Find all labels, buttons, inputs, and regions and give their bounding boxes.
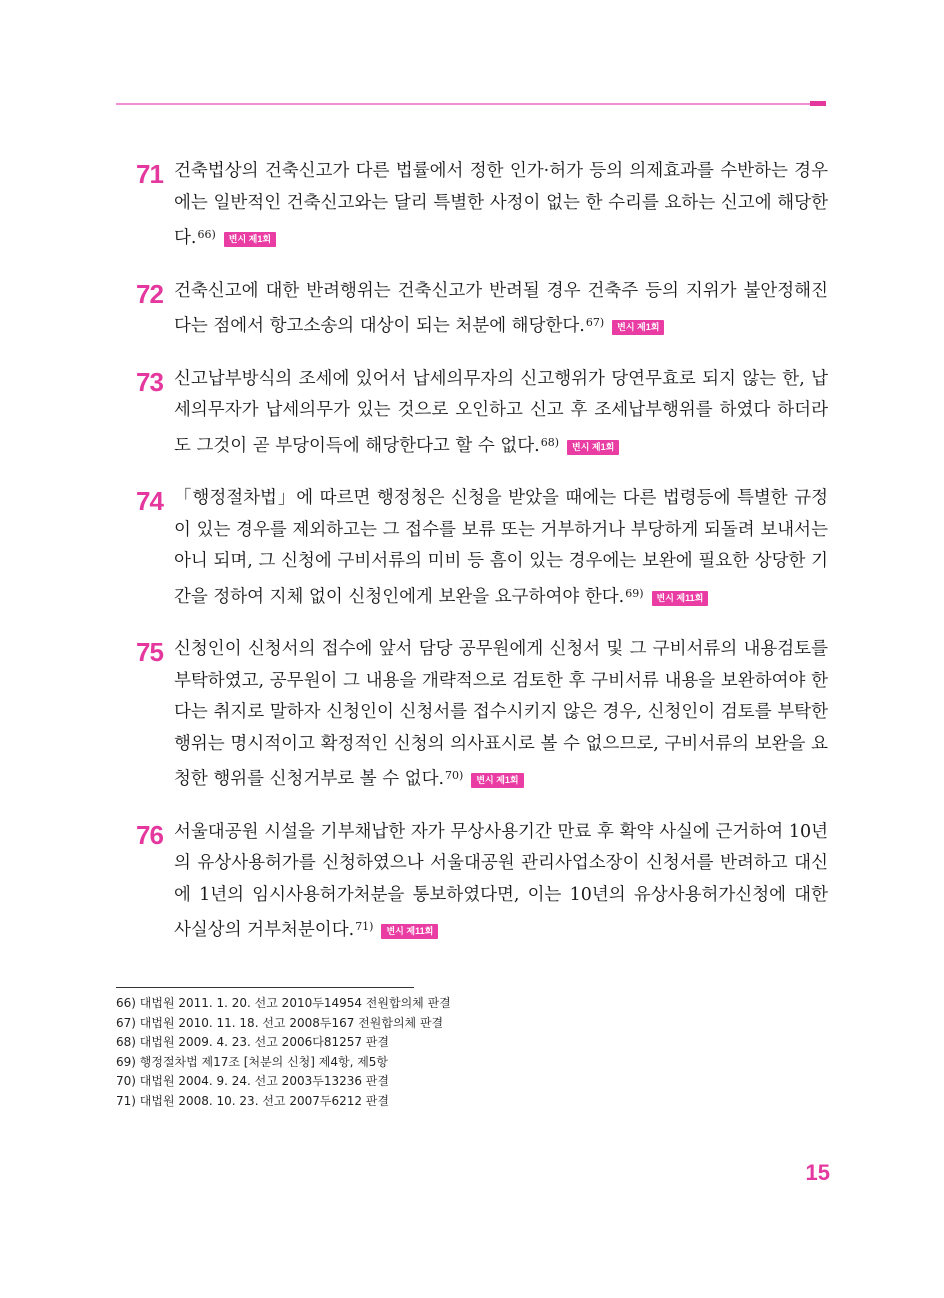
- question-number: 73: [136, 366, 163, 397]
- footnote: 68) 대법원 2009. 4. 23. 선고 2006다81257 판결: [116, 1035, 389, 1050]
- question-item: [136, 817, 828, 947]
- question-text-block: [174, 364, 828, 463]
- header-rule: [116, 103, 810, 105]
- footnote: 71) 대법원 2008. 10. 23. 선고 2007두6212 판결: [116, 1093, 389, 1108]
- footnotes: [116, 994, 816, 1112]
- question-text-block: [174, 817, 828, 947]
- page-number: 15: [805, 1160, 830, 1185]
- footnote-divider: [116, 987, 414, 988]
- question-text-block: [174, 483, 828, 613]
- question-text: 건축신고에 대한 반려행위는 건축신고가 반려될 경우 건축주 등의 지위가 불안정해진다는 점에서 항고소송의 대상이 되는 처분에 해당한다.: [174, 280, 828, 336]
- question-number: 75: [136, 637, 163, 667]
- footnote: 69) 행정절차법 제17조 [처분의 신청] 제4항, 제5항: [116, 1054, 389, 1069]
- question-number: 71: [136, 159, 163, 189]
- footnote-ref[interactable]: 70): [445, 769, 464, 782]
- question-text: 서울대공원 시설을 기부채납한 자가 무상사용기간 만료 후 확약 사실에 근거하여 10년의 유상사용허가를 신청하였으나 서울대공원 관리사업소장이 신청서를 반려하고 대신에 1년의 임시사용허가처분을 통보하였다면, 이는 10년의 유상사용허가신청에 대한 사실상의 거부처분이다.: [174, 821, 828, 940]
- header-rule-accent: [810, 101, 826, 106]
- footnote-ref[interactable]: 66): [197, 228, 216, 241]
- exam-badge: 변시 제1회: [471, 773, 523, 788]
- exam-badge: 변시 제1회: [224, 232, 276, 247]
- question-item: [136, 276, 828, 343]
- question-text: 신청인이 신청서의 접수에 앞서 담당 공무원에게 신청서 및 그 구비서류의 내용검토를 부탁하였고, 공무원이 그 내용을 개략적으로 검토한 후 구비서류 내용을 보완하여야 한다는 취지로 말하자 신청인이 신청서를 접수시키지 않은 경우, 신청인이 검토를 부탁한 행위는 명시적이고 확정적인 신청의 의사표시로 볼 수 없으므로, 구비서류의 보완을 요청한 행위를 신청거부로 볼 수 없다.: [174, 639, 828, 789]
- footnote: 66) 대법원 2011. 1. 20. 선고 2010두14954 전원합의체 판결: [116, 996, 451, 1010]
- footnote-ref[interactable]: 71): [355, 920, 374, 933]
- exam-badge: 변시 제1회: [612, 320, 664, 335]
- footnote-ref[interactable]: 68): [540, 435, 559, 449]
- question-text-block: [174, 634, 828, 796]
- question-text: 「행정절차법」에 따르면 행정청은 신청을 받았을 때에는 다른 법령등에 특별한 규정이 있는 경우를 제외하고는 그 접수를 보류 또는 거부하거나 부당하게 되돌려 보내서는 아니 되며, 그 신청에 구비서류의 미비 등 흠이 있는 경우에는 보완에 필요한 상당한 기간을 정하여 지체 없이 신청인에게 보완을 요구하여야 한다.: [174, 488, 828, 607]
- footnote: 67) 대법원 2010. 11. 18. 선고 2008두167 전원합의체 판결: [116, 1015, 444, 1030]
- footnote-ref[interactable]: 69): [625, 586, 644, 600]
- question-text: 신고납부방식의 조세에 있어서 납세의무자의 신고행위가 당연무효로 되지 않는 한, 납세의무자가 납세의무가 있는 것으로 오인하고 신고 후 조세납부행위를 하였다 하더라도 그것이 곧 부당이득에 해당한다고 할 수 없다.: [174, 368, 828, 456]
- question-number: 72: [136, 278, 163, 309]
- exam-badge: 변시 제1회: [567, 440, 619, 455]
- question-text-block: [174, 156, 828, 255]
- question-number: 74: [136, 486, 163, 516]
- exam-badge: 변시 제11회: [381, 924, 438, 939]
- question-number: 76: [136, 819, 163, 850]
- question-item: [136, 364, 828, 463]
- footnote: 70) 대법원 2004. 9. 24. 선고 2003두13236 판결: [116, 1074, 389, 1089]
- exam-badge: 변시 제11회: [652, 591, 709, 606]
- question-item: [136, 634, 828, 796]
- question-list: [136, 156, 828, 968]
- question-text: 건축법상의 건축신고가 다른 법률에서 정한 인가·허가 등의 의제효과를 수반하는 경우에는 일반적인 건축신고와는 달리 특별한 사정이 없는 한 수리를 요하는 신고에 해당한다.: [174, 161, 828, 248]
- question-text-block: [174, 276, 828, 343]
- question-item: [136, 156, 828, 255]
- question-item: [136, 483, 828, 613]
- footnote-ref[interactable]: 67): [585, 316, 605, 329]
